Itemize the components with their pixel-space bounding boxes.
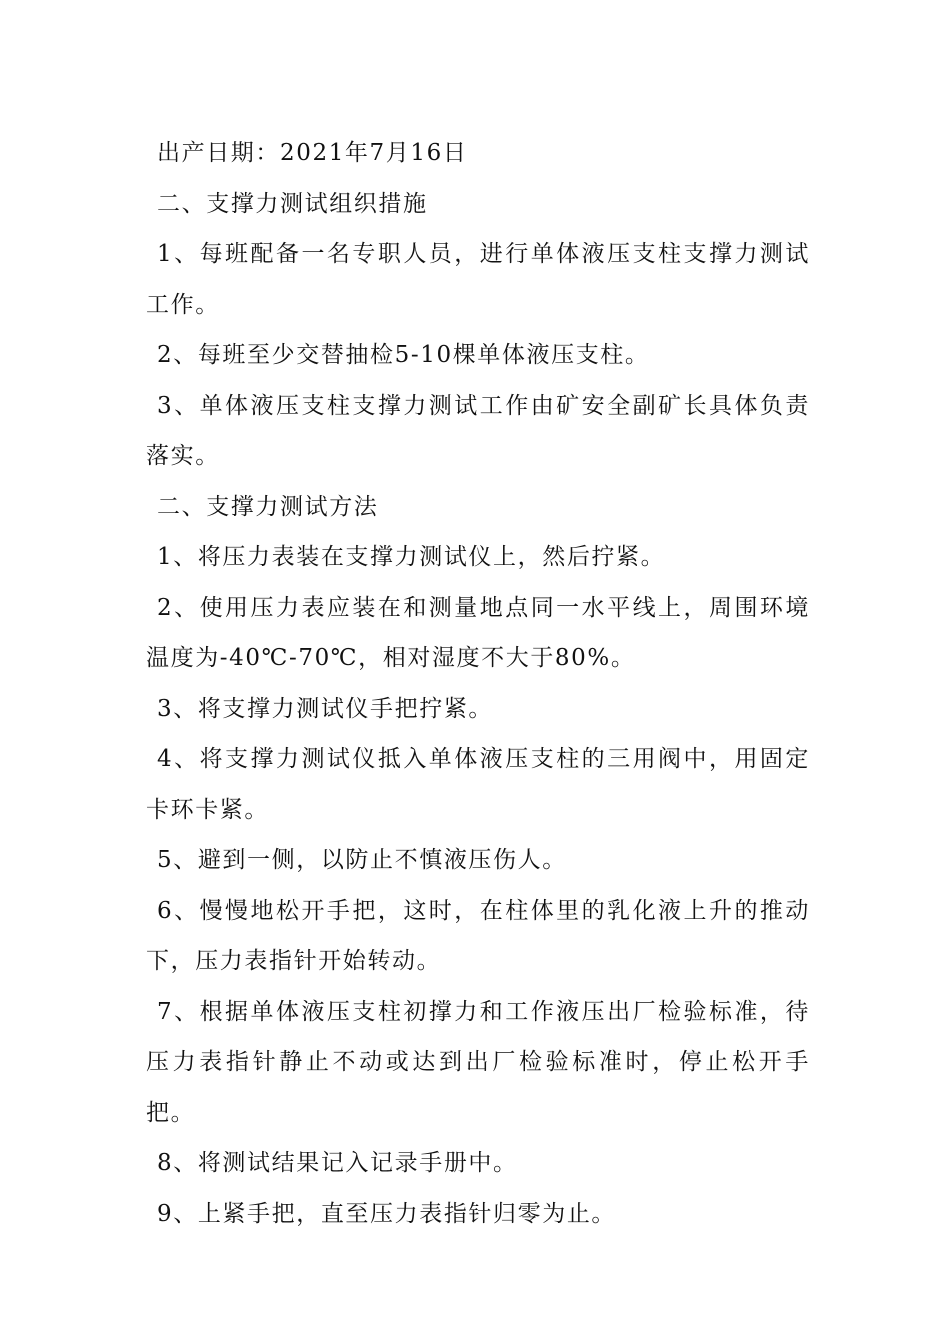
method-item-1: 1、将压力表装在支撑力测试仪上，然后拧紧。	[157, 544, 666, 570]
method-item-4: 4、将支撑力测试仪抵入单体液压支柱的三用阀中，用固定卡环卡紧。	[146, 746, 810, 823]
org-item-1: 1、每班配备一名专职人员，进行单体液压支柱支撑力测试工作。	[146, 241, 810, 318]
section-heading-organization: 二、支撑力测试组织措施	[157, 190, 428, 217]
org-item-2: 2、每班至少交替抽检5-10棵单体液压支柱。	[157, 342, 650, 368]
method-item-3: 3、将支撑力测试仪手把拧紧。	[157, 695, 494, 722]
method-item-9: 9、上紧手把，直至压力表指针归零为止。	[157, 1200, 617, 1227]
method-item-2: 2、使用压力表应装在和测量地点同一水平线上，周围环境温度为-40℃-70℃，相对湿度不大于80%。	[146, 594, 810, 671]
method-item-6: 6、慢慢地松开手把，这时，在柱体里的乳化液上升的推动下，压力表指针开始转动。	[146, 897, 810, 974]
method-item-5: 5、避到一侧，以防止不慎液压伤人。	[157, 847, 567, 873]
method-item-7: 7、根据单体液压支柱初撑力和工作液压出厂检验标准，待压力表指针静止不动或达到出厂检验标准时，停止松开手把。	[146, 998, 810, 1126]
section-heading-method: 二、支撑力测试方法	[157, 493, 379, 520]
document-body	[146, 128, 810, 1239]
production-date: 出产日期：2021年7月16日	[157, 140, 468, 166]
method-item-8: 8、将测试结果记入记录手册中。	[157, 1150, 518, 1176]
org-item-3: 3、单体液压支柱支撑力测试工作由矿安全副矿长具体负责落实。	[146, 392, 810, 469]
